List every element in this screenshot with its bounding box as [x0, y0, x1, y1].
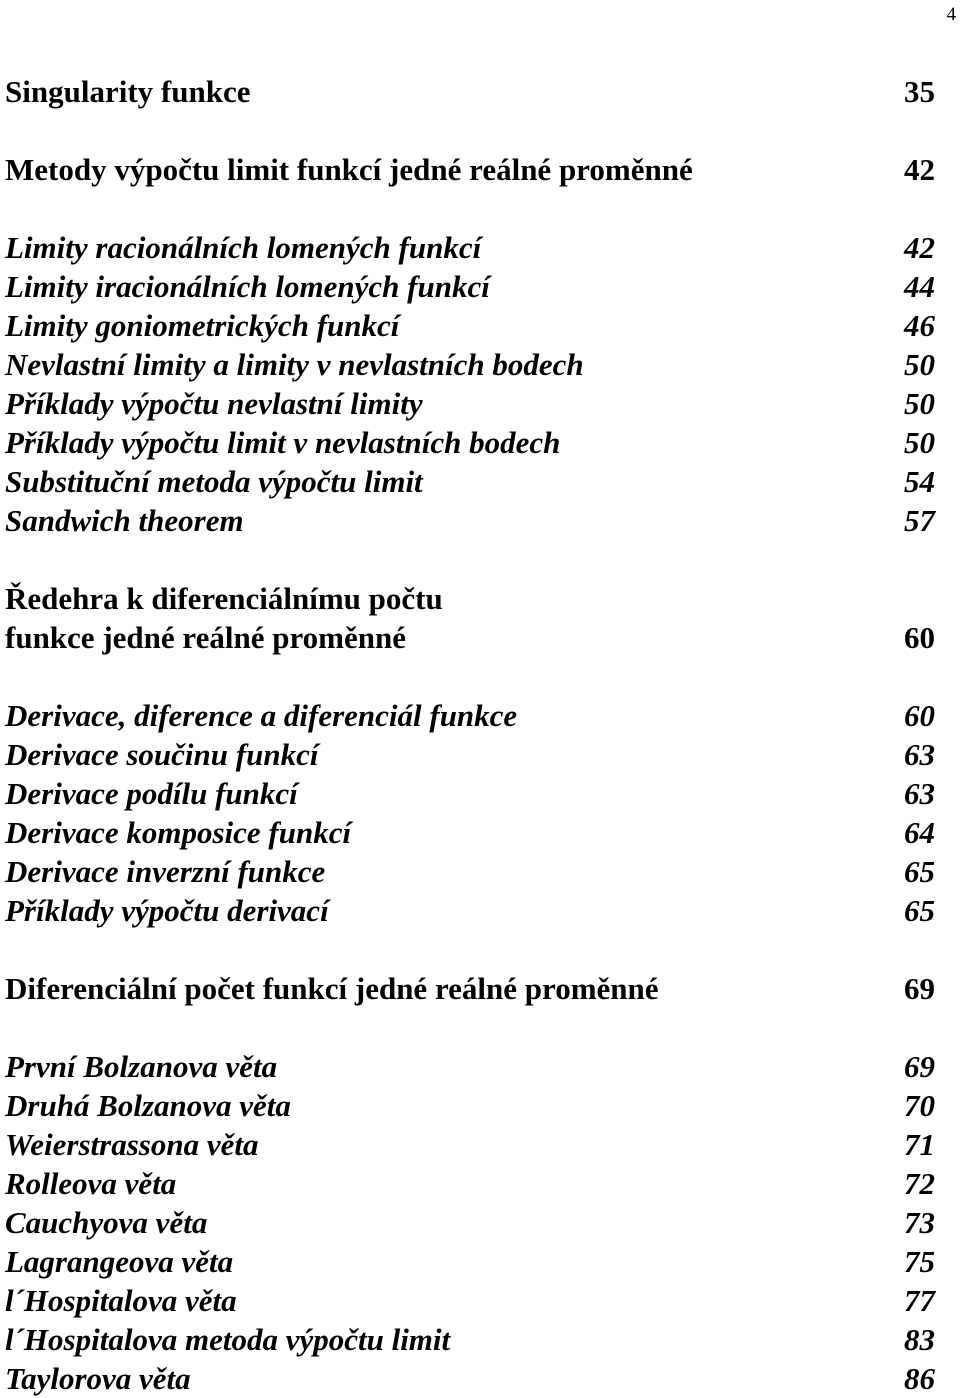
toc-page: 50 — [904, 425, 935, 460]
toc-page: 63 — [904, 737, 935, 772]
toc-page: 44 — [904, 269, 935, 304]
toc-section[interactable] — [5, 735, 935, 774]
toc-title: l´Hospitalova metoda výpočtu limit — [5, 1322, 451, 1357]
toc-section[interactable] — [5, 1242, 935, 1281]
toc-title: Sandwich theorem — [5, 503, 244, 538]
toc-title: Limity iracionálních lomených funkcí — [5, 269, 490, 304]
toc-section[interactable] — [5, 1125, 935, 1164]
toc-title: funkce jedné reálné proměnné — [5, 620, 406, 655]
toc-title: Limity goniometrických funkcí — [5, 308, 400, 343]
toc-page: 50 — [904, 386, 935, 421]
toc-section[interactable] — [5, 1203, 935, 1242]
toc-section[interactable] — [5, 1359, 935, 1398]
toc-section[interactable] — [5, 1047, 935, 1086]
toc-page: 46 — [904, 308, 935, 343]
page-number: 4 — [946, 4, 956, 25]
toc-page: 50 — [904, 347, 935, 382]
toc-title: Druhá Bolzanova věta — [5, 1088, 291, 1123]
toc-section[interactable] — [5, 1086, 935, 1125]
toc-page: 71 — [904, 1127, 935, 1162]
toc-title: Taylorova věta — [5, 1361, 191, 1396]
toc-page: 63 — [904, 776, 935, 811]
toc-title: Lagrangeova věta — [5, 1244, 234, 1279]
toc-chapter-diferencialni[interactable] — [5, 969, 935, 1008]
toc-title: Derivace inverzní funkce — [5, 854, 326, 889]
toc-title: Rolleova věta — [5, 1166, 177, 1201]
toc-page: 73 — [904, 1205, 935, 1240]
toc-chapter-singularity[interactable] — [5, 72, 935, 111]
toc-section[interactable] — [5, 267, 935, 306]
toc-section[interactable] — [5, 891, 935, 930]
toc-title: Diferenciální počet funkcí jedné reálné proměnné — [5, 971, 659, 1006]
toc-page: 69 — [904, 1049, 935, 1084]
toc-page: 42 — [904, 230, 935, 265]
toc-section[interactable] — [5, 462, 935, 501]
toc-page: 64 — [904, 815, 935, 850]
toc-section[interactable] — [5, 852, 935, 891]
toc-section[interactable] — [5, 384, 935, 423]
toc-page: 60 — [904, 620, 935, 655]
toc-chapter-predehra[interactable] — [5, 579, 935, 618]
toc-title: Singularity funkce — [5, 74, 251, 109]
toc-section[interactable] — [5, 345, 935, 384]
toc-section[interactable] — [5, 501, 935, 540]
toc-page: 57 — [904, 503, 935, 538]
toc-section[interactable] — [5, 774, 935, 813]
toc-title: Derivace podílu funkcí — [5, 776, 298, 811]
toc-page: 83 — [904, 1322, 935, 1357]
toc-page: 35 — [904, 74, 935, 109]
toc-page: 70 — [904, 1088, 935, 1123]
toc-page: 77 — [904, 1283, 935, 1318]
toc-title: Metody výpočtu limit funkcí jedné reálné proměnné — [5, 152, 693, 187]
toc-page: 42 — [904, 152, 935, 187]
toc-title: Příklady výpočtu limit v nevlastních bodech — [5, 425, 561, 460]
toc-page: 86 — [904, 1361, 935, 1396]
toc-section[interactable] — [5, 813, 935, 852]
toc-section[interactable] — [5, 306, 935, 345]
toc-section[interactable] — [5, 1320, 935, 1359]
toc-title: Derivace komposice funkcí — [5, 815, 352, 850]
toc-section[interactable] — [5, 423, 935, 462]
toc-chapter-predehra-cont[interactable] — [5, 618, 935, 657]
toc-title: Limity racionálních lomených funkcí — [5, 230, 482, 265]
toc-title: Weierstrassona věta — [5, 1127, 259, 1162]
toc-title: Derivace součinu funkcí — [5, 737, 319, 772]
toc-page: 65 — [904, 854, 935, 889]
toc-page: 65 — [904, 893, 935, 928]
toc-title: Příklady výpočtu derivací — [5, 893, 329, 928]
toc-title: Příklady výpočtu nevlastní limity — [5, 386, 423, 421]
toc-section[interactable] — [5, 228, 935, 267]
toc-chapter-metody[interactable] — [5, 150, 935, 189]
toc-page: 54 — [904, 464, 935, 499]
toc-page: 75 — [904, 1244, 935, 1279]
toc-page: 72 — [904, 1166, 935, 1201]
toc-title: Nevlastní limity a limity v nevlastních bodech — [5, 347, 584, 382]
toc-title: Substituční metoda výpočtu limit — [5, 464, 423, 499]
toc-title: Derivace, diference a diferenciál funkce — [5, 698, 518, 733]
toc-page: 60 — [904, 698, 935, 733]
toc-section[interactable] — [5, 1281, 935, 1320]
toc-title: l´Hospitalova věta — [5, 1283, 237, 1318]
toc-title: Cauchyova věta — [5, 1205, 208, 1240]
toc-title: Ředehra k diferenciálnímu počtu — [5, 581, 443, 616]
toc-title: První Bolzanova věta — [5, 1049, 278, 1084]
toc-section[interactable] — [5, 1164, 935, 1203]
toc-section[interactable] — [5, 696, 935, 735]
table-of-contents — [5, 72, 935, 1398]
toc-page: 69 — [904, 971, 935, 1006]
